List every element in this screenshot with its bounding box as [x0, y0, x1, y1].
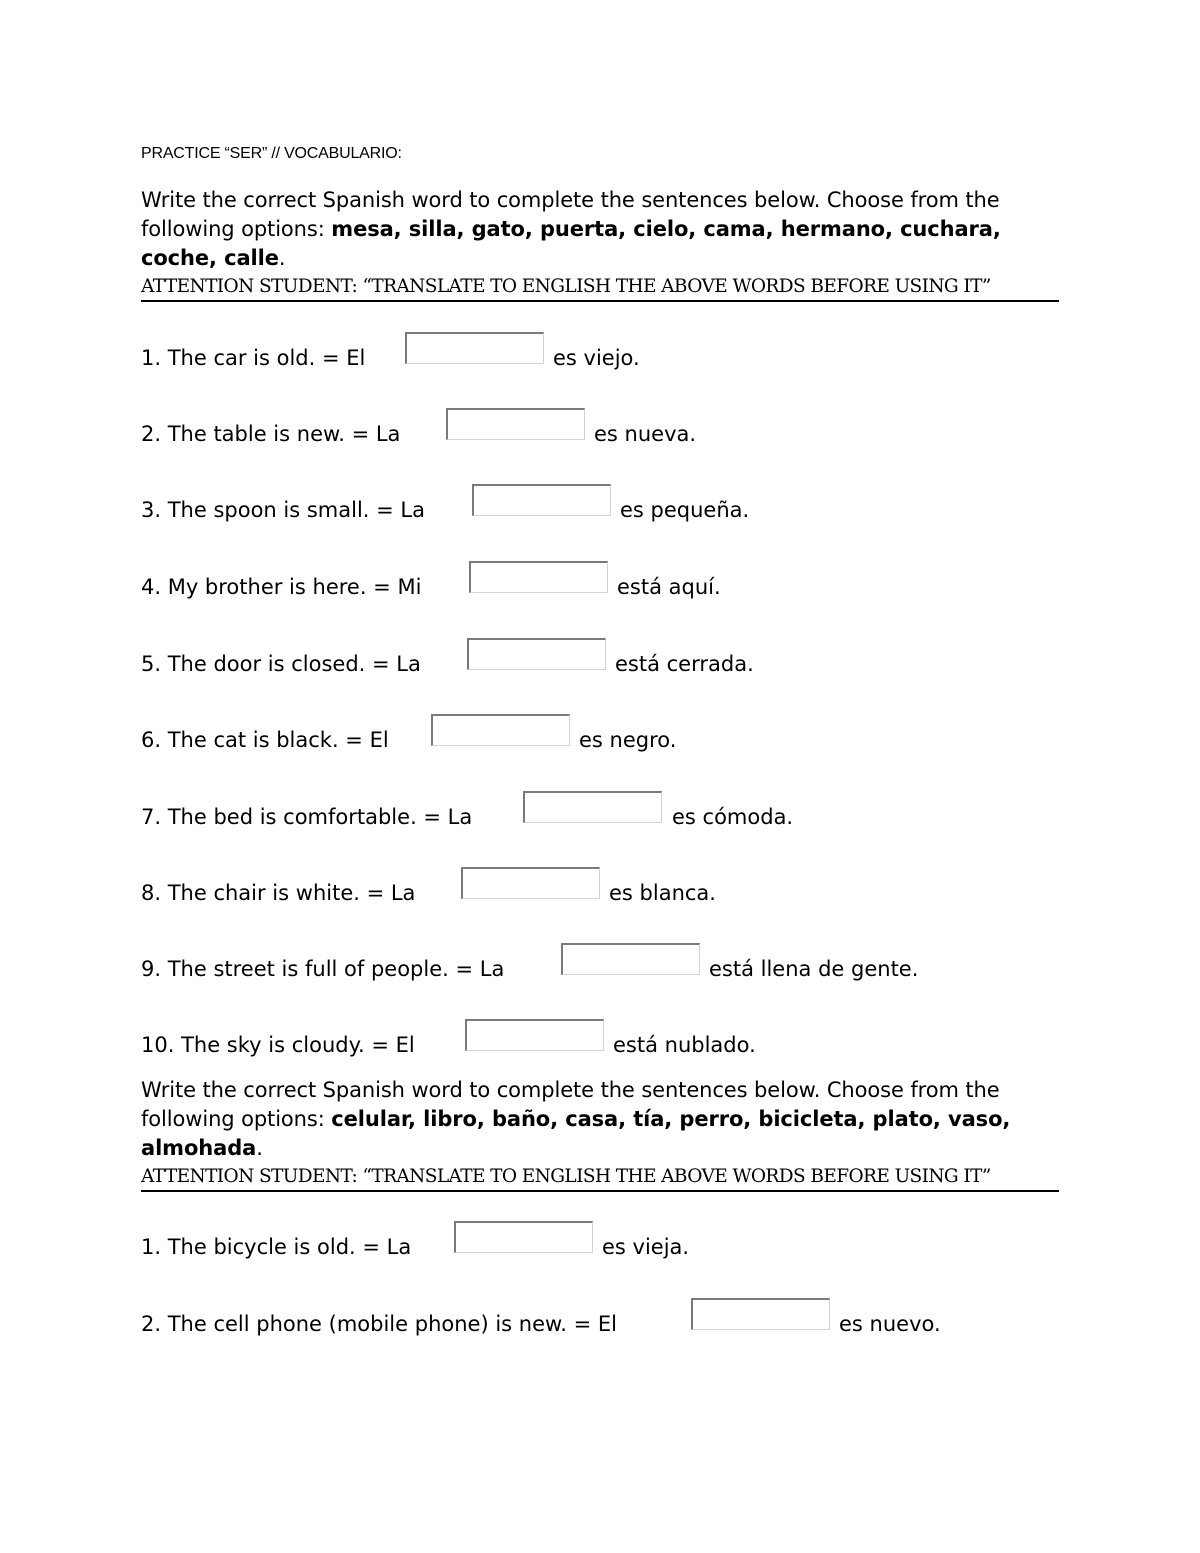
page-title: PRACTICE “SER” // VOCABULARIO: — [141, 145, 402, 162]
question-prefix: 2. The table is new. = La — [141, 422, 401, 446]
question-suffix: es negro. — [579, 728, 677, 752]
section1-instructions — [141, 186, 1059, 273]
answer-input[interactable] — [561, 943, 700, 975]
section2-instruction-end: . — [256, 1136, 263, 1160]
answer-input[interactable] — [469, 561, 608, 593]
answer-input[interactable] — [431, 714, 570, 746]
section1-instruction-text: Write the correct Spanish word to complete the sentences below. Choose from the following options: — [141, 188, 1000, 241]
question-prefix: 1. The car is old. = El — [141, 346, 366, 370]
question-suffix: es cómoda. — [672, 805, 794, 829]
section2-instructions — [141, 1076, 1059, 1163]
section2-instruction-text: Write the correct Spanish word to complete the sentences below. Choose from the following options: — [141, 1078, 1000, 1131]
section1-attention: ATTENTION STUDENT: “TRANSLATE TO ENGLISH THE ABOVE WORDS BEFORE USING IT” — [141, 273, 1059, 302]
section1-instruction-end: . — [278, 246, 286, 270]
question-prefix: 6. The cat is black. = El — [141, 728, 389, 752]
question-suffix: es blanca. — [609, 881, 716, 905]
question-prefix: 2. The cell phone (mobile phone) is new. = El — [141, 1312, 617, 1336]
answer-input[interactable] — [461, 867, 600, 899]
question-prefix: 1. The bicycle is old. = La — [141, 1235, 412, 1259]
answer-input[interactable] — [446, 408, 585, 440]
question-suffix: es nueva. — [594, 422, 697, 446]
question-suffix: está cerrada. — [615, 652, 754, 676]
answer-input[interactable] — [454, 1221, 593, 1253]
answer-input[interactable] — [405, 332, 544, 364]
question-prefix: 9. The street is full of people. = La — [141, 957, 505, 981]
question-suffix: es viejo. — [553, 346, 640, 370]
question-suffix: es vieja. — [602, 1235, 690, 1259]
question-prefix: 8. The chair is white. = La — [141, 881, 416, 905]
section1-options: mesa, silla, gato, puerta, cielo, cama, hermano, cuchara, coche, calle — [141, 217, 1001, 270]
question-prefix: 3. The spoon is small. = La — [141, 498, 425, 522]
answer-input[interactable] — [472, 484, 611, 516]
question-prefix: 5. The door is closed. = La — [141, 652, 421, 676]
section2-options: celular, libro, baño, casa, tía, perro, bicicleta, plato, vaso, almohada — [141, 1107, 1011, 1160]
question-suffix: es pequeña. — [620, 498, 750, 522]
question-suffix: es nuevo. — [839, 1312, 941, 1336]
answer-input[interactable] — [523, 791, 662, 823]
question-prefix: 10. The sky is cloudy. = El — [141, 1033, 415, 1057]
answer-input[interactable] — [691, 1298, 830, 1330]
section2-attention: ATTENTION STUDENT: “TRANSLATE TO ENGLISH THE ABOVE WORDS BEFORE USING IT” — [141, 1163, 1059, 1192]
question-suffix: está llena de gente. — [709, 957, 919, 981]
question-suffix: está aquí. — [617, 575, 721, 599]
question-suffix: está nublado. — [613, 1033, 756, 1057]
question-prefix: 7. The bed is comfortable. = La — [141, 805, 473, 829]
answer-input[interactable] — [465, 1019, 604, 1051]
question-prefix: 4. My brother is here. = Mi — [141, 575, 422, 599]
answer-input[interactable] — [467, 638, 606, 670]
